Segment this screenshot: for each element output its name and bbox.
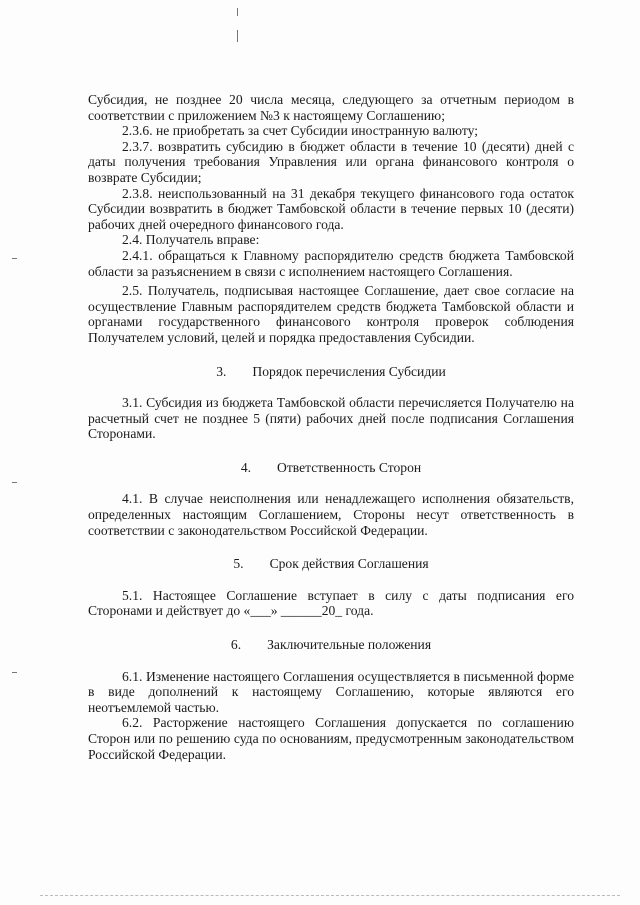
section-title: Срок действия Соглашения bbox=[269, 556, 429, 572]
paragraph: 4.1. В случае неисполнения или ненадлежащего исполнения обязательств, определенных настоящим Соглашением, Стороны несут ответственность в соответствии с законодательством Российской Федерации. bbox=[88, 491, 574, 538]
paragraph: 6.2. Расторжение настоящего Соглашения допускается по соглашению Сторон или по решению суда по основаниям, предусмотренным законодательством Российской Федерации. bbox=[88, 715, 574, 762]
paragraph: 2.3.7. возвратить субсидию в бюджет области в течение 10 (десяти) дней с даты получения требования Управления или органа финансового контроля о возврате Субсидии; bbox=[88, 138, 574, 185]
section-title: Заключительные положения bbox=[267, 637, 432, 653]
paragraph: 3.1. Субсидия из бюджета Тамбовской области перечисляется Получателю на расчетный счет не позднее 5 (пяти) рабочих дней после подписания Соглашения Сторонами. bbox=[88, 395, 574, 442]
section-title: Порядок перечисления Субсидии bbox=[252, 363, 446, 379]
scan-artifact-line bbox=[40, 895, 620, 898]
binding-mark bbox=[237, 8, 238, 16]
paragraph: 2.5. Получатель, подписывая настоящее Соглашение, дает свое согласие на осуществление Главным распорядителем средств бюджета Тамбовской области и органами государственного финансового контроля проверок соблюдения Получателем условий, целей и порядка предоставления Субсидии. bbox=[88, 283, 574, 345]
section-number: 5. bbox=[233, 556, 244, 572]
paragraph: 2.4.1. обращаться к Главному распорядителю средств бюджета Тамбовской области за разъяснением в связи с исполнением настоящего Соглашения. bbox=[88, 247, 574, 279]
section-number: 4. bbox=[240, 459, 252, 475]
margin-mark bbox=[12, 672, 17, 673]
paragraph: Субсидия, не позднее 20 числа месяца, следующего за отчетным периодом в соответствии с приложением №3 к настоящему Соглашению; bbox=[88, 92, 574, 123]
binding-mark bbox=[237, 30, 238, 42]
section-number: 3. bbox=[216, 363, 227, 379]
paragraph: 2.3.6. не приобретать за счет Субсидии иностранную валюту; bbox=[122, 123, 478, 139]
section-heading bbox=[88, 556, 574, 572]
section-number: 6. bbox=[230, 637, 242, 653]
section-heading bbox=[88, 637, 574, 653]
paragraph: 5.1. Настоящее Соглашение вступает в силу с даты подписания его Сторонами и действует до «___» ______20_ года. bbox=[88, 587, 574, 619]
margin-mark bbox=[12, 482, 17, 483]
paragraph: 6.1. Изменение настоящего Соглашения осуществляется в письменной форме в виде дополнений к настоящему Соглашению, которые являются его неотъемлемой частью. bbox=[88, 668, 574, 715]
document-body bbox=[88, 92, 574, 762]
section-title: Ответственность Сторон bbox=[277, 459, 422, 475]
paragraph: 2.3.8. неиспользованный на 31 декабря текущего финансового года остаток Субсидии возвратить в бюджет Тамбовской области в течение первых 10 (десяти) рабочих дней очередного финансового года. bbox=[88, 185, 574, 232]
section-heading bbox=[88, 460, 574, 476]
paragraph: 2.4. Получатель вправе: bbox=[122, 232, 260, 248]
margin-mark bbox=[12, 258, 17, 259]
section-heading bbox=[88, 364, 574, 380]
